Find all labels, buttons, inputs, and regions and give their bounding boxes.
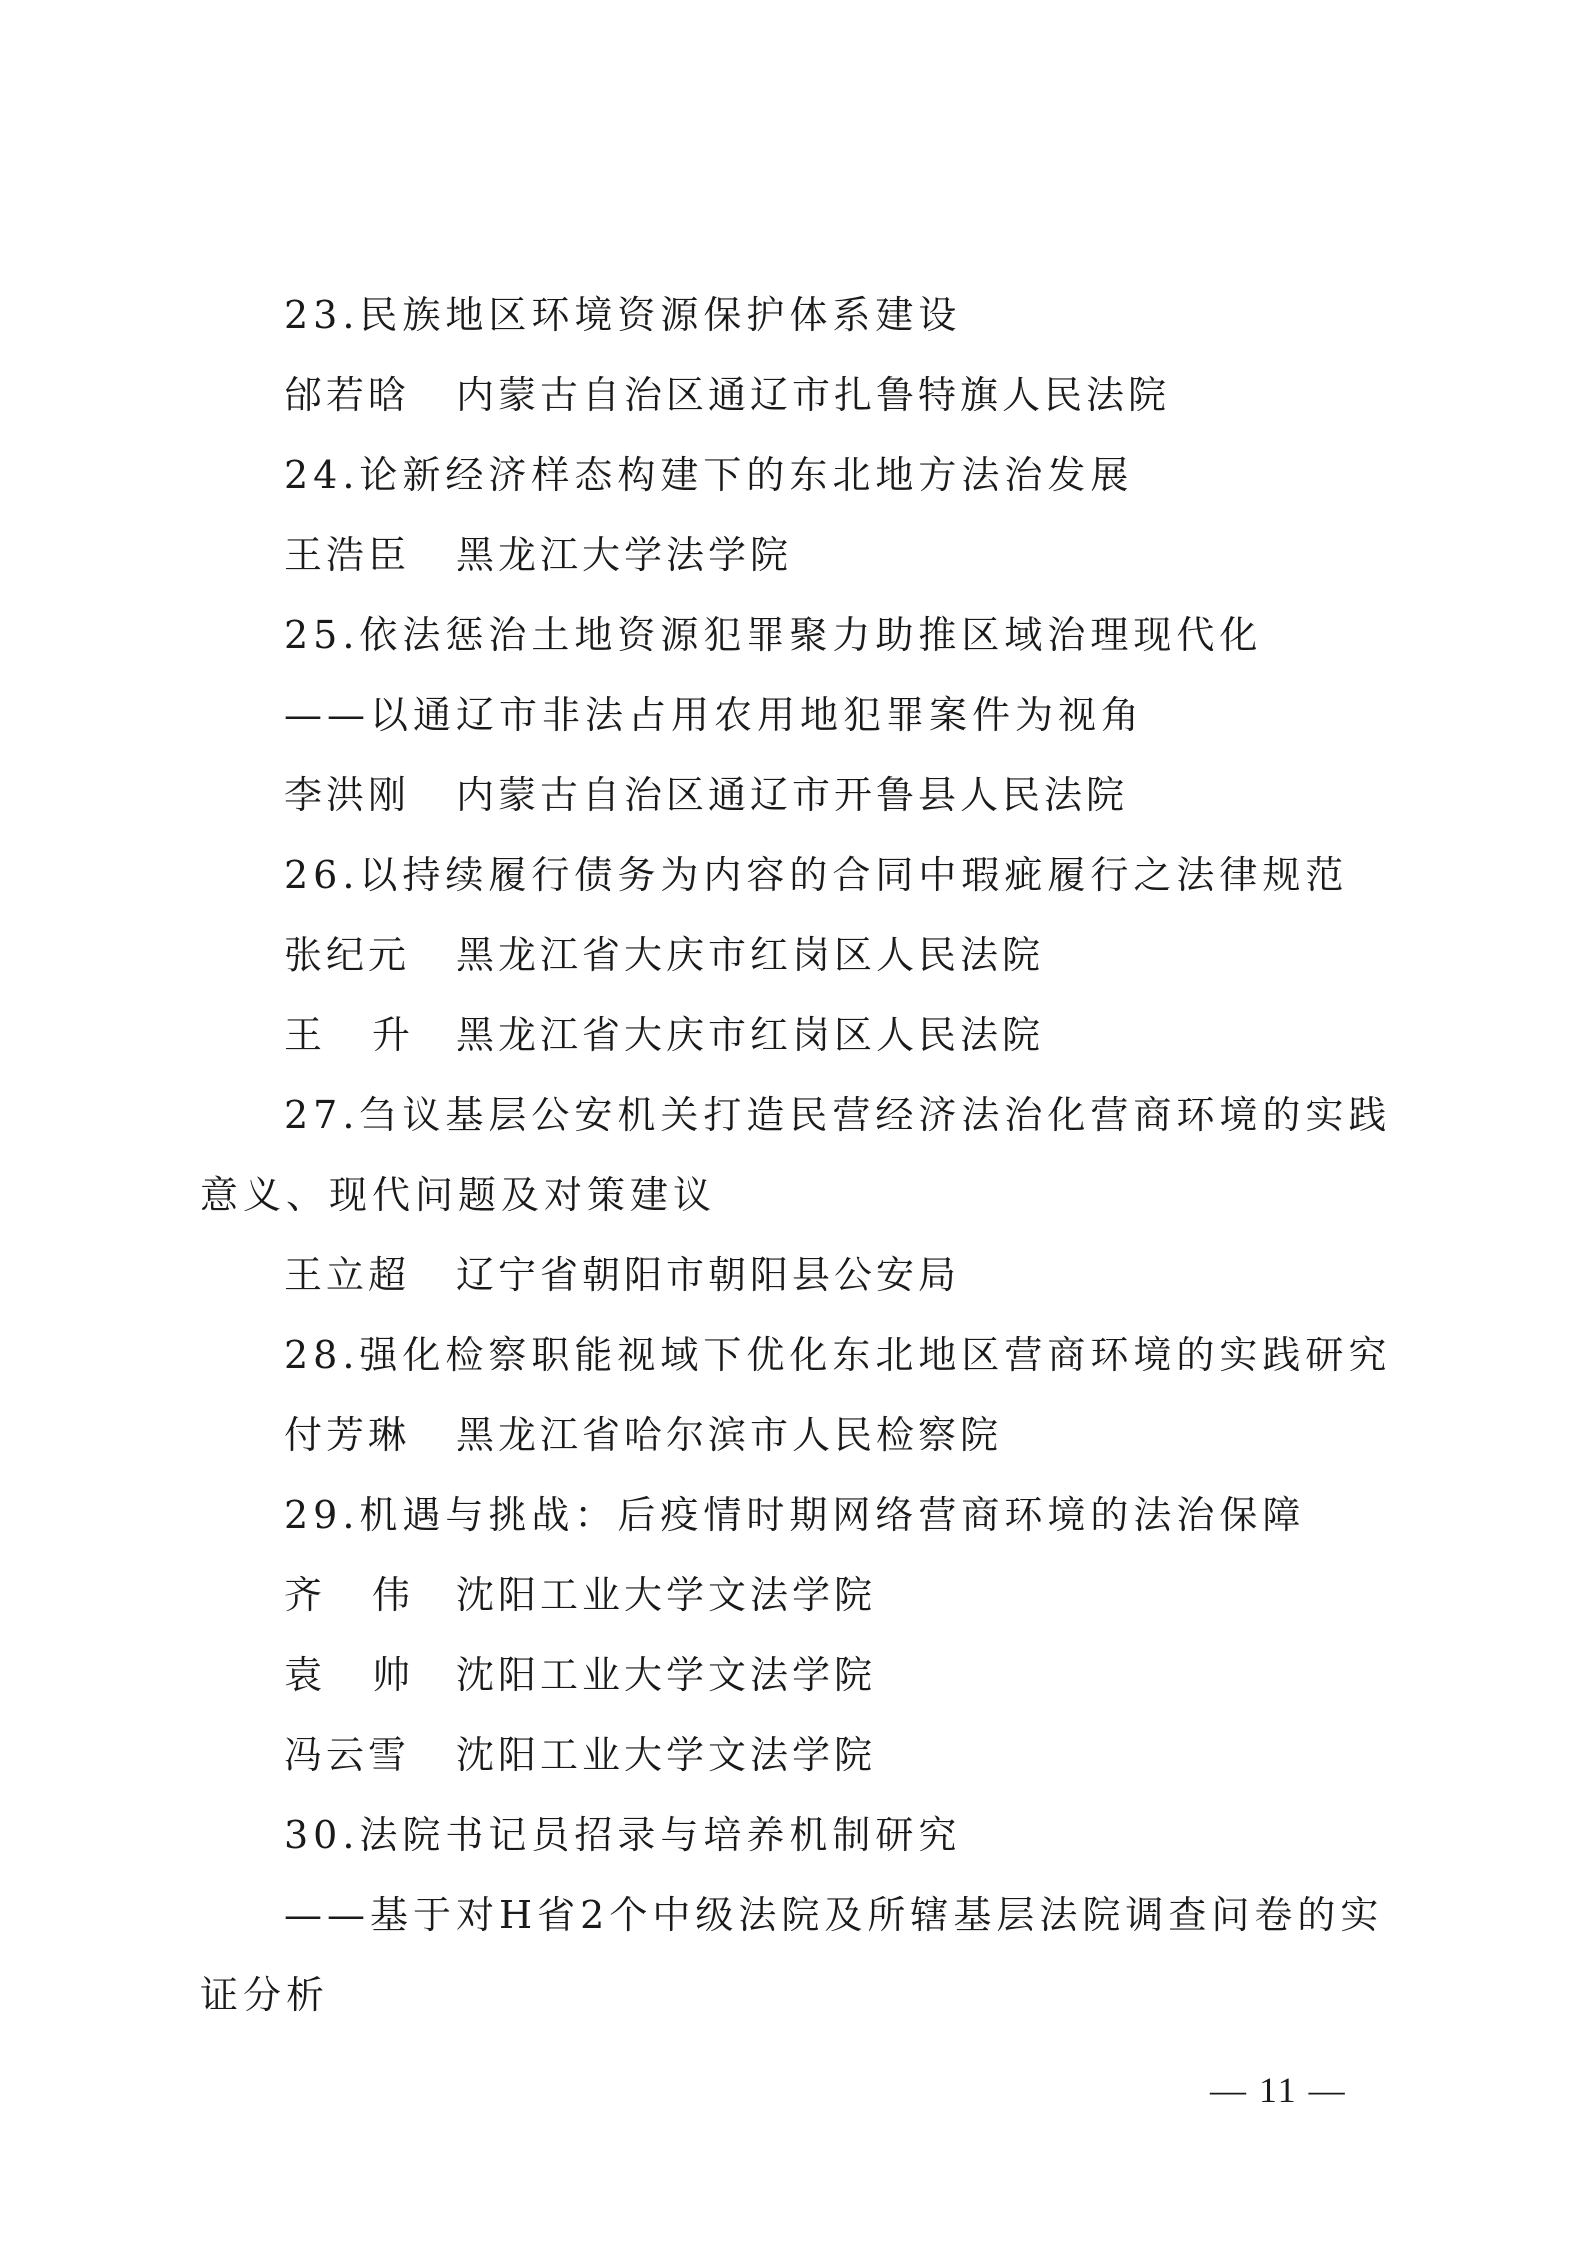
entry-28-author [0, 1395, 1587, 1475]
author-affiliation: 沈阳工业大学文法学院 [456, 1653, 877, 1697]
entry-29-author [0, 1715, 1587, 1795]
entry-27-title: 27.刍议基层公安机关打造民营经济法治化营商环境的实践 [284, 1093, 1392, 1137]
author-name: 付芳琳 [284, 1413, 411, 1457]
author-affiliation: 沈阳工业大学文法学院 [456, 1573, 877, 1617]
entry-23-author [0, 355, 1587, 435]
entry-29-author [0, 1555, 1587, 1635]
author-name: 王浩臣 [284, 533, 411, 577]
entry-26-title: 26.以持续履行债务为内容的合同中瑕疵履行之法律规范 [284, 853, 1349, 897]
author-affiliation: 内蒙古自治区通辽市扎鲁特旗人民法院 [456, 373, 1171, 417]
author-affiliation: 黑龙江省大庆市红岗区人民法院 [456, 1013, 1045, 1057]
entry-23-title: 23.民族地区环境资源保护体系建设 [284, 293, 962, 337]
author-name: 张纪元 [284, 933, 411, 977]
author-affiliation: 黑龙江大学法学院 [456, 533, 793, 577]
entry-27-author [0, 1235, 1587, 1315]
author-name: 邰若晗 [284, 373, 411, 417]
author-affiliation: 辽宁省朝阳市朝阳县公安局 [456, 1253, 961, 1297]
entry-24-author [0, 515, 1587, 595]
entry-30-title: 30.法院书记员招录与培养机制研究 [284, 1813, 962, 1857]
entry-26-author [0, 995, 1587, 1075]
author-name: 王立超 [284, 1253, 411, 1297]
author-affiliation: 沈阳工业大学文法学院 [456, 1733, 877, 1777]
author-affiliation: 内蒙古自治区通辽市开鲁县人民法院 [456, 773, 1129, 817]
page-number: — 11 — [1210, 2070, 1347, 2110]
entry-29-title: 29.机遇与挑战：后疫情时期网络营商环境的法治保障 [284, 1493, 1306, 1537]
entry-27-title-continued: 意义、现代问题及对策建议 [200, 1173, 717, 1217]
entry-25-title: 25.依法惩治土地资源犯罪聚力助推区域治理现代化 [284, 613, 1263, 657]
entry-24-title: 24.论新经济样态构建下的东北地方法治发展 [284, 453, 1134, 497]
entry-25-subtitle: ——以通辽市非法占用农用地犯罪案件为视角 [284, 693, 1145, 737]
entry-30-subtitle-continued: 证分析 [200, 1973, 330, 2017]
entry-26-author [0, 915, 1587, 995]
author-name: 冯云雪 [284, 1733, 411, 1777]
entry-29-author [0, 1635, 1587, 1715]
entry-25-author [0, 755, 1587, 835]
author-name: 王升 [284, 1013, 461, 1057]
author-name: 袁帅 [284, 1653, 461, 1697]
author-name: 齐伟 [284, 1573, 461, 1617]
author-affiliation: 黑龙江省哈尔滨市人民检察院 [456, 1413, 1003, 1457]
author-affiliation: 黑龙江省大庆市红岗区人民法院 [456, 933, 1045, 977]
entry-28-title: 28.强化检察职能视域下优化东北地区营商环境的实践研究 [284, 1333, 1392, 1377]
entry-30-subtitle: ——基于对H省2个中级法院及所辖基层法院调查问卷的实 [284, 1893, 1384, 1937]
author-name: 李洪刚 [284, 773, 411, 817]
